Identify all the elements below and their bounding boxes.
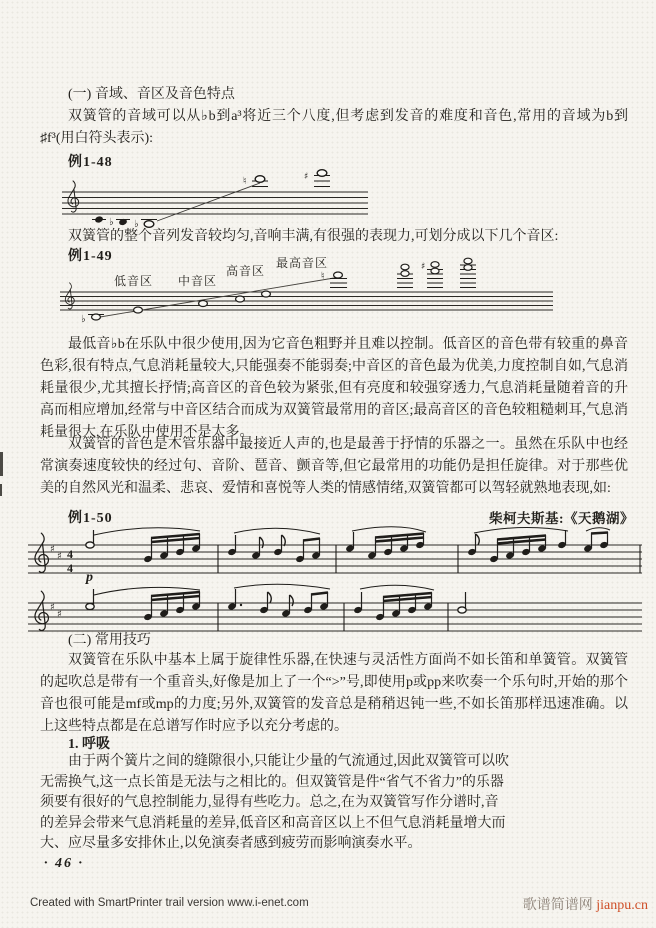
- breathing-line: 须要有很好的气息控制能力,显得有些吃力。总之,在为双簧管写作分谱时,音: [40, 795, 499, 810]
- staff-lines: [28, 545, 642, 573]
- whole-note: [431, 268, 439, 274]
- whole-note-high-a3: [255, 176, 265, 183]
- note-low-b: [94, 215, 103, 223]
- whole-note: [262, 291, 271, 297]
- breathing-line: 由于两个簧片之间的缝隙很小,只能让少量的气流通过,因此双簧管可以吹: [68, 754, 509, 769]
- whole-note: [236, 296, 245, 302]
- time-signature-top: 4: [67, 547, 73, 561]
- natural-sign-icon: ♮: [321, 271, 325, 282]
- paragraph-timbre: 双簧管的音色是木管乐器中最接近人声的,也是最善于抒情的乐器之一。虽然在乐队中也经常演奏速度较快的经过句、音阶、琶音、颤音等,但它最常用的功能仍是担任旋律。对于那些优美的自然风光和温柔、悲哀、爱情和喜悦等人类的情感情绪,双簧管都可以驾轻就熟地表现,如:: [40, 437, 628, 496]
- register-label-high: 高音区: [226, 264, 266, 278]
- staff-lines: [28, 603, 642, 631]
- noteheads: [86, 602, 466, 621]
- natural-sign-icon: ♮: [243, 176, 247, 187]
- whole-note: [92, 314, 101, 320]
- range-line: [157, 183, 260, 221]
- example-50-notation-line1: [28, 522, 644, 588]
- whole-note: [464, 265, 472, 271]
- sharp-sign-icon: ♯: [50, 602, 55, 613]
- flat-sign-icon: ♭: [81, 314, 86, 325]
- example-50-label: 例1-50: [68, 511, 113, 526]
- paragraph-techniques-intro: 双簧管在乐队中基本上属于旋律性乐器,在快速与灵活性方面尚不如长笛和单簧管。双簧管的起吹总是带有一个重音头,好像是加上了一个“>”号,即使用p或pp来吹奏一个乐句时,开始的那个音也很可能是mf或mp的力度;另外,双簧管的发音总是稍稍迟钝一些,不如长笛那样迅速准确。以上这些特点都是在总谱写作时应予以充分考虑的。: [40, 653, 628, 734]
- register-label-highest: 最高音区: [276, 256, 329, 270]
- whole-note-high-f3: [317, 170, 327, 177]
- whole-note: [431, 262, 439, 268]
- dynamic-marking: p: [86, 570, 93, 585]
- whole-note: [199, 300, 208, 306]
- staff-lines: [62, 192, 368, 214]
- printer-credit: Created with SmartPrinter trail version www.i-enet.com: [30, 897, 309, 909]
- sharp-sign-icon: ♯: [57, 609, 62, 620]
- whole-note: [464, 258, 472, 264]
- section-heading-techniques: (二) 常用技巧: [68, 633, 151, 648]
- breathing-line: 无需换气,这一点长笛是无法与之相比的。但双簧管是件“省气不省力”的乐器: [40, 774, 504, 790]
- slurs: [94, 527, 610, 535]
- watermark-site-url: jianpu.cn: [596, 898, 648, 913]
- sharp-sign-icon: ♯: [50, 544, 55, 555]
- subheading-breathing: 1. 呼吸: [68, 737, 110, 752]
- example-48-label: 例1-48: [68, 155, 113, 170]
- paragraph-registers-intro: 双簧管的整个音列发音较均匀,音响丰满,有很强的表现力,可划分成以下几个音区:: [68, 229, 559, 244]
- sharp-sign-icon: ♯: [421, 262, 426, 272]
- sharp-sign-icon: ♯: [304, 172, 309, 182]
- beams: [151, 533, 608, 544]
- example-49-notation: [58, 254, 558, 334]
- whole-note: [334, 272, 343, 278]
- whole-note: [401, 271, 409, 277]
- scan-artifact: [0, 484, 2, 496]
- breathing-line: 大、应尽量多安排休止,以免演奏者感到疲劳而影响演奏水平。: [40, 836, 422, 851]
- sharp-sign-icon: ♯: [57, 551, 62, 562]
- paragraph-register-timbres: 最低音♭b在乐队中很少使用,因为它音色粗野并且难以控制。低音区的音色带有较重的鼻音色彩,很有特点,气息消耗量较大,只能强奏不能弱奏;中音区的音色最为优美,力度控制自如,气息消耗量很少,尤其擅长抒情;高音区的音色较为紧张,但有亮度和较强穿透力,气息消耗量随着音的升高而相应增加,经常与中音区结合而成为双簧管最常用的音区;最高音区的音色较粗糙刺耳,气息消耗量很大,在乐队中使用不是太多。: [40, 337, 628, 440]
- watermark-site-name: 歌谱简谱网: [522, 898, 593, 913]
- section-heading-range: (一) 音域、音区及音色特点: [68, 87, 235, 102]
- register-label-middle: 中音区: [178, 274, 218, 288]
- example-50-composer-credit: 柴柯夫斯基:《天鹅湖》: [489, 511, 634, 526]
- treble-clef-icon: [68, 181, 79, 212]
- flat-sign-icon: ♭: [109, 217, 114, 228]
- time-signature-bottom: 4: [67, 561, 73, 575]
- whole-note: [401, 264, 409, 270]
- paragraph-range: 双簧管的音域可以从♭b到a³将近三个八度,但考虑到发音的难度和音色,常用的音域为b到♯f³(用白符头表示):: [40, 109, 628, 146]
- flat-sign-icon: ♭: [134, 219, 139, 230]
- breathing-line: 的差异会带来气息消耗量的差异,低音区和高音区以上不但气息消耗量增大而: [40, 815, 506, 831]
- staff-lines: [60, 292, 553, 310]
- slurs: [94, 584, 434, 595]
- paragraph-breathing: [40, 752, 588, 855]
- whole-note: [134, 307, 143, 313]
- treble-clef-icon: [35, 591, 48, 630]
- register-label-low: 低音区: [114, 274, 154, 288]
- treble-clef-icon: [35, 533, 48, 572]
- example-49-label: 例1-49: [68, 249, 113, 264]
- scan-artifact: [0, 452, 3, 476]
- page-number: · 46 ·: [44, 856, 84, 871]
- site-watermark: [523, 894, 648, 914]
